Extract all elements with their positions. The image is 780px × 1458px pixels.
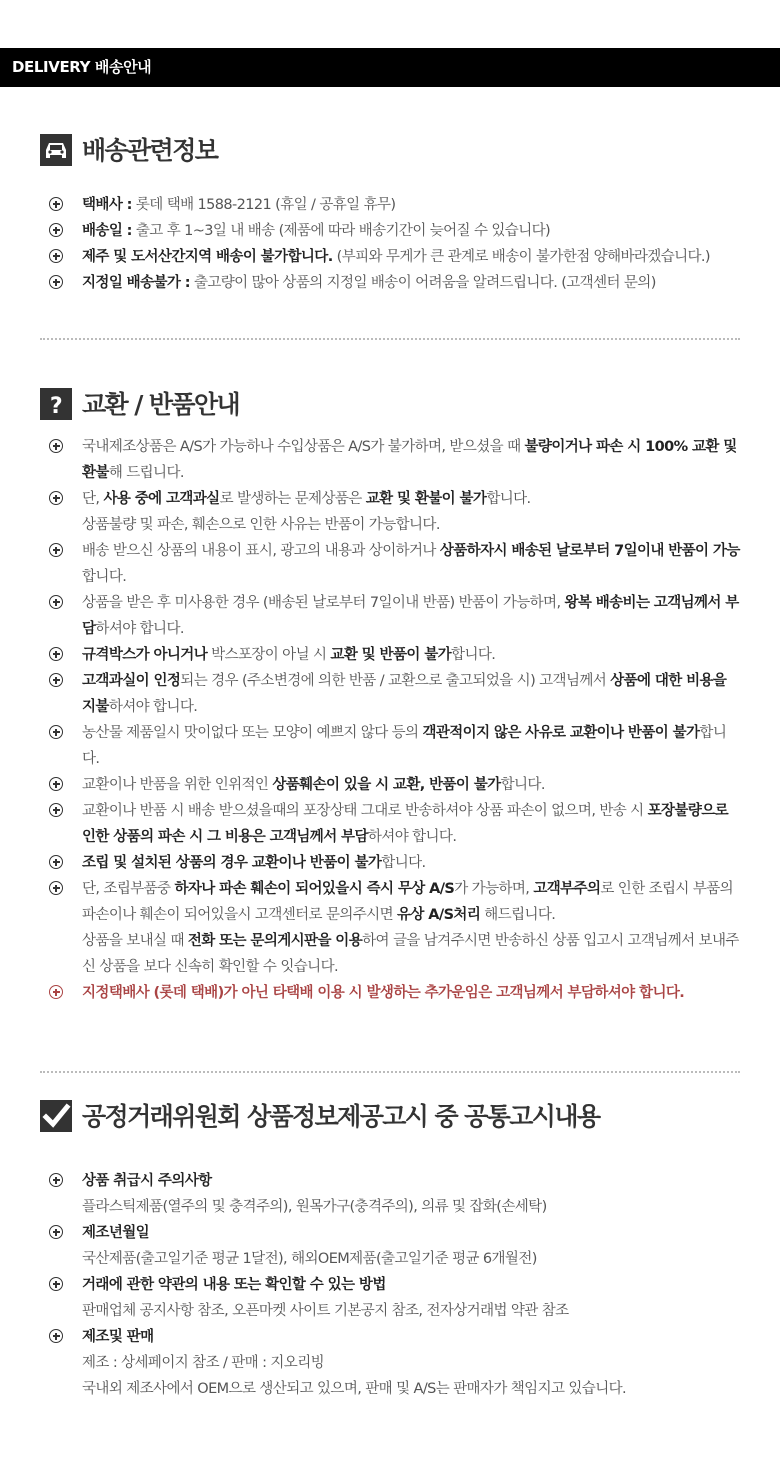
list-item: 제조및 판매 제조 : 상세페이지 참조 / 판매 : 지오리빙 국내외 제조사에서 OEM으로 생산되고 있으며, 판매 및 A/S는 판매자가 책임지고 있습니다.: [40, 1324, 740, 1402]
section-title: 배송관련정보: [82, 136, 218, 165]
list-item: 고객과실이 인정되는 경우 (주소변경에 의한 반품 / 교환으로 출고되었을 시) 고객님께서 상품에 대한 비용을 지불하셔야 합니다.: [40, 668, 740, 720]
plus-circle-icon: [49, 223, 63, 237]
plus-circle-icon: [49, 725, 63, 739]
dotted-divider: [40, 338, 740, 340]
plus-circle-icon: [49, 1277, 63, 1291]
list-item: 지정일 배송불가 : 출고량이 많아 상품의 지정일 배송이 어려움을 알려드립니다. (고객센터 문의): [40, 270, 740, 296]
plus-circle-icon: [49, 543, 63, 557]
list-item: 배송 받으신 상품의 내용이 표시, 광고의 내용과 상이하거나 상품하자시 배송된 날로부터 7일이내 반품이 가능합니다.: [40, 538, 740, 590]
shipping-list: [40, 192, 740, 296]
plus-circle-icon: [49, 1225, 63, 1239]
exchange-section: [40, 388, 740, 1006]
plus-circle-icon: [49, 439, 63, 453]
list-item: 제조년월일 국산제품(출고일기준 평균 1달전), 해외OEM제품(출고일기준 평균 6개월전): [40, 1220, 740, 1272]
exchange-header: [40, 388, 740, 424]
list-item: 단, 조립부품중 하자나 파손 훼손이 되어있을시 즉시 무상 A/S가 가능하며, 고객부주의로 인한 조립시 부품의 파손이나 훼손이 되어있을시 고객센터로 문의주시면 유상 A/S처리 해드립니다. 상품을 보내실 때 전화 또는 문의게시판을 이용하여 글을 남겨주시면 반송하신 상품 입고시 고객님께서 보내주신 상품을 보다 신속히 확인할 수 잇습니다.: [40, 876, 740, 980]
list-item: 제주 및 도서산간지역 배송이 불가합니다. (부피와 무게가 큰 관계로 배송이 불가한점 양해바라겠습니다.): [40, 244, 740, 270]
plus-circle-icon: [49, 197, 63, 211]
plus-circle-icon: [49, 881, 63, 895]
question-icon: [40, 388, 72, 420]
plus-circle-icon: [49, 855, 63, 869]
section-title: 교환 / 반품안내: [82, 390, 240, 419]
checkmark-icon: [40, 1100, 72, 1132]
list-item: 규격박스가 아니거나 박스포장이 아닐 시 교환 및 반품이 불가합니다.: [40, 642, 740, 668]
plus-circle-icon: [49, 275, 63, 289]
notice-section: [40, 1100, 740, 1402]
shipping-section: [40, 134, 740, 296]
list-item: 국내제조상품은 A/S가 가능하나 수입상품은 A/S가 불가하며, 받으셨을 때 불량이거나 파손 시 100% 교환 및 환불해 드립니다.: [40, 434, 740, 486]
list-item: 거래에 관한 약관의 내용 또는 확인할 수 있는 방법 판매업체 공지사항 참조, 오픈마켓 사이트 기본공지 참조, 전자상거래법 약관 참조: [40, 1272, 740, 1324]
list-item: 교환이나 반품을 위한 인위적인 상품훼손이 있을 시 교환, 반품이 불가합니다.: [40, 772, 740, 798]
plus-circle-icon: [49, 673, 63, 687]
list-item: 조립 및 설치된 상품의 경우 교환이나 반품이 불가합니다.: [40, 850, 740, 876]
plus-circle-icon: [49, 491, 63, 505]
list-item: 배송일 : 출고 후 1~3일 내 배송 (제품에 따라 배송기간이 늦어질 수 있습니다): [40, 218, 740, 244]
dotted-divider: [40, 1071, 740, 1073]
plus-circle-icon: [49, 595, 63, 609]
shipping-header: [40, 134, 740, 170]
list-item: 단, 사용 중에 고객과실로 발생하는 문제상품은 교환 및 환불이 불가합니다. 상품불량 및 파손, 훼손으로 인한 사유는 반품이 가능합니다.: [40, 486, 740, 538]
plus-circle-icon: [49, 647, 63, 661]
delivery-banner: DELIVERY 배송안내: [0, 48, 780, 87]
plus-circle-icon: [49, 249, 63, 263]
car-icon: [40, 134, 72, 166]
plus-circle-icon: [49, 1173, 63, 1187]
notice-list: [40, 1168, 740, 1402]
section-title: 공정거래위원회 상품정보제공고시 중 공통고시내용: [82, 1102, 600, 1131]
exchange-list: [40, 434, 740, 1006]
plus-circle-icon: [49, 777, 63, 791]
plus-circle-icon: [49, 803, 63, 817]
list-item: 상품 취급시 주의사항 플라스틱제품(열주의 및 충격주의), 원목가구(충격주의), 의류 및 잡화(손세탁): [40, 1168, 740, 1220]
notice-header: [40, 1100, 740, 1136]
list-item: 교환이나 반품 시 배송 받으셨을때의 포장상태 그대로 반송하셔야 상품 파손이 없으며, 반송 시 포장불량으로 인한 상품의 파손 시 그 비용은 고객님께서 부담하셔야 합니다.: [40, 798, 740, 850]
plus-circle-icon: [49, 985, 63, 999]
list-item: 농산물 제품일시 맛이없다 또는 모양이 예쁘지 않다 등의 객관적이지 않은 사유로 교환이나 반품이 불가합니다.: [40, 720, 740, 772]
list-item: 상품을 받은 후 미사용한 경우 (배송된 날로부터 7일이내 반품) 반품이 가능하며, 왕복 배송비는 고객님께서 부담하셔야 합니다.: [40, 590, 740, 642]
svg-text:?: ?: [49, 394, 63, 419]
list-item-warning: 지정택배사 (롯데 택배)가 아닌 타택배 이용 시 발생하는 추가운임은 고객님께서 부담하셔야 합니다.: [40, 980, 740, 1006]
list-item: 택배사 : 롯데 택배 1588-2121 (휴일 / 공휴일 휴무): [40, 192, 740, 218]
plus-circle-icon: [49, 1329, 63, 1343]
